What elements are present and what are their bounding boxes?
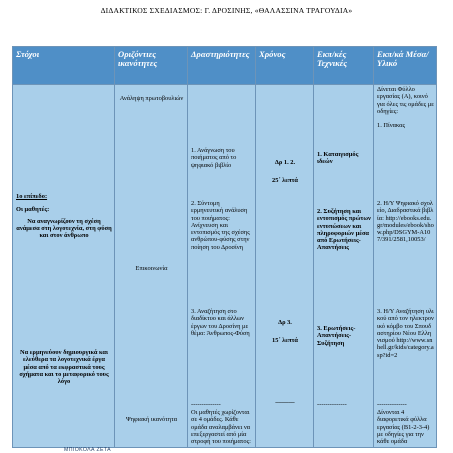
header-skills: Οριζόντιες ικανότητες bbox=[115, 47, 188, 85]
header-time: Χρόνος bbox=[256, 47, 314, 85]
activities-cell bbox=[188, 85, 256, 448]
header-techniques: Εκπ/κές Τεχνικές bbox=[314, 47, 374, 85]
lesson-plan-table bbox=[12, 46, 437, 448]
header-materials: Εκπ/κά Μέσα/ Υλικό bbox=[374, 47, 437, 85]
activity-text: 3. Αναζήτηση στο διαδίκτυο και άλλων έργων του Δροσίνη με θέμα: Άνθρωπος-Φύση bbox=[191, 308, 250, 337]
students-label: Οι μαθητές: bbox=[16, 206, 50, 214]
table-row bbox=[13, 85, 437, 448]
header-goals: Στόχοι bbox=[13, 47, 115, 85]
techniques-cell bbox=[314, 85, 374, 448]
author-footer: ΜΠΙΟΚΟΛΑ ΖΕΤΑ bbox=[64, 447, 111, 453]
separator-line: ______ bbox=[275, 397, 295, 404]
separator-line: -------------- bbox=[191, 401, 221, 408]
phase-label: 1ο επίπεδο: bbox=[16, 193, 48, 200]
time-value: 25΄ λεπτά bbox=[272, 177, 298, 184]
technique-text: 1. Καταιγισμός ιδεών bbox=[317, 151, 359, 166]
skill-text: Επικοινωνία bbox=[135, 265, 168, 272]
activity-text: 2. Σύντομη ερμηνευτική ανάλυση του ποιήματος: Ανίχνευση και εντοπισμός της σχέσης ανθρώπου-φύσης στην ποίηση του Δροσίνη bbox=[191, 200, 250, 251]
material-text: Δίνεται Φύλλο εργασίας (Α), κοινό για όλες τις ομάδες με οδηγίες: bbox=[377, 86, 434, 115]
page-title: ΔΙΔΑΚΤΙΚΟΣ ΣΧΕΔΙΑΣΜΟΣ: Γ. ΔΡΟΣΙΝΗΣ, «ΘΑΛΑΣΣΙΝΑ ΤΡΑΓΟΥΔΙΑ» bbox=[100, 6, 353, 15]
material-text: 1. Πίνακας bbox=[377, 122, 406, 129]
skills-cell bbox=[115, 85, 188, 448]
header-activities: Δραστηριότητες bbox=[188, 47, 256, 85]
time-label: Δρ 1. 2. bbox=[274, 159, 296, 166]
goals-cell bbox=[13, 85, 115, 448]
activity-text: 1. Ανάγνωση του ποιήματος από το ψηφιακό βιβλίο bbox=[191, 147, 237, 169]
activity-text: Οι μαθητές χωρίζονται σε 4 ομάδες. Κάθε ομάδα αναλαμβάνει να επεξεργαστεί από μία στροφή του ποιήματος: bbox=[191, 409, 251, 446]
separator-line: -------------- bbox=[317, 401, 347, 408]
technique-text: 2. Συζήτηση και εντοπισμός πρώτων εντυπώσεων και πληροφοριών μέσα από Ερωτήσεις-Απαντήσεις bbox=[317, 208, 371, 252]
technique-text: 3. Ερωτήσεις-Απαντήσεις-Συζήτηση bbox=[317, 325, 356, 347]
time-cell bbox=[256, 85, 314, 448]
table-header-row bbox=[13, 47, 437, 85]
material-text: 3. Η/Υ Αναζήτηση υλικού από τον ηλεκτρονικό κόμβο του Σπουδαστηρίου Νέου Ελληνισμού http://www.snhell.gr/kids/category.asp?id=2 bbox=[377, 308, 434, 359]
time-value: 15΄ λεπτά bbox=[272, 337, 298, 344]
skill-text: Ανάληψη πρωτοβουλιών bbox=[119, 95, 184, 102]
materials-cell bbox=[374, 85, 437, 448]
skill-text: Ψηφιακή ικανότητα bbox=[125, 416, 178, 423]
material-text: Δίνονται 4 διαφορετικά φύλλα εργασίας (Β1-2-3-4) με οδηγίες για την κάθε ομάδα bbox=[377, 409, 430, 446]
separator-line: -------------- bbox=[377, 401, 407, 408]
goal-text: Να ερμηνεύουν δημιουργικά και ελεύθερα τα λογοτεχνικά έργα μέσα από τα εκφραστικά τους σχήματα και το μεταφορικό τους λόγο bbox=[19, 349, 109, 386]
material-text: 2. Η/Υ Ψηφιακό σχολείο, Διαδραστικά βιβλία: http://ebooks.edu.gr/modules/ebook/show.php/DSGYM-A107/391/2581,10053/ bbox=[377, 200, 434, 244]
time-label: Δρ 3. bbox=[278, 319, 292, 326]
goal-text: Να αναγνωρίζουν τη σχέση ανάμεσα στη λογοτεχνία, στη φύση και στον άνθρωπο bbox=[16, 217, 112, 240]
